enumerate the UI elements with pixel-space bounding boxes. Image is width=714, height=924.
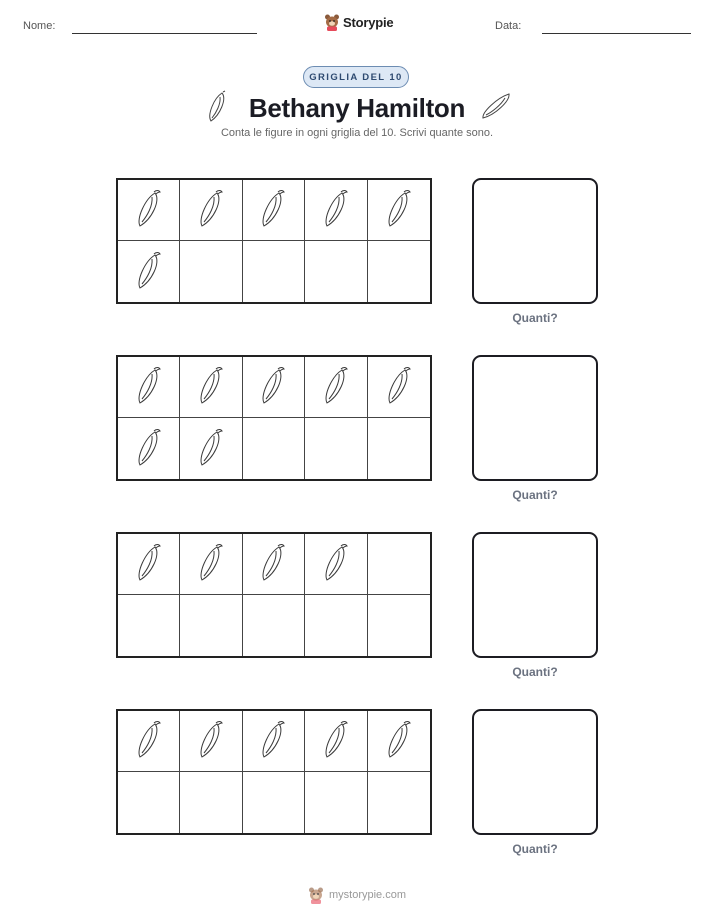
surfboard-icon	[384, 719, 414, 763]
frame-cell	[180, 418, 242, 479]
frame-cell	[305, 357, 367, 418]
page-title: Bethany Hamilton	[248, 93, 466, 123]
frame-cell	[180, 180, 242, 241]
frame-cell	[118, 241, 180, 302]
surfboard-icon	[321, 542, 351, 586]
frame-cell	[243, 180, 305, 241]
frame-cell	[118, 180, 180, 241]
answer-label-2: Quanti?	[512, 488, 558, 502]
surfboard-icon	[196, 542, 226, 586]
frame-cell	[368, 418, 430, 479]
name-field[interactable]	[72, 33, 257, 34]
frame-cell	[118, 357, 180, 418]
frame-cell	[305, 711, 367, 772]
surfboard-icon	[134, 542, 164, 586]
frame-cell	[243, 711, 305, 772]
surfboard-icon	[134, 365, 164, 409]
answer-box-3[interactable]	[472, 532, 598, 658]
frame-cell	[243, 595, 305, 656]
frame-cell	[243, 418, 305, 479]
surfboard-icon	[258, 188, 288, 232]
frame-cell	[243, 534, 305, 595]
worksheet-type-badge: GRIGLIA DEL 10	[303, 66, 409, 88]
surfboard-icon	[134, 250, 164, 294]
ten-frame-3	[116, 532, 432, 658]
surfboard-icon	[134, 188, 164, 232]
frame-cell	[180, 772, 242, 833]
frame-cell	[243, 241, 305, 302]
frame-cell	[368, 534, 430, 595]
date-label: Data:	[495, 20, 522, 32]
frame-cell	[305, 534, 367, 595]
ten-frame-4	[116, 709, 432, 835]
bear-mascot-icon	[308, 886, 324, 904]
frame-cell	[305, 180, 367, 241]
answer-box-4[interactable]	[472, 709, 598, 835]
surfboard-icon	[258, 719, 288, 763]
answer-label-1: Quanti?	[512, 311, 558, 325]
surfboard-icon	[479, 91, 513, 121]
answer-label-3: Quanti?	[512, 665, 558, 679]
surfboard-icon	[196, 188, 226, 232]
surfboard-icon	[258, 542, 288, 586]
name-label: Nome:	[23, 20, 56, 32]
frame-cell	[180, 711, 242, 772]
frame-cell	[305, 595, 367, 656]
frame-cell	[368, 357, 430, 418]
frame-cell	[243, 357, 305, 418]
date-field[interactable]	[542, 33, 691, 34]
surfboard-icon	[321, 365, 351, 409]
frame-cell	[180, 534, 242, 595]
frame-cell	[180, 241, 242, 302]
frame-cell	[305, 772, 367, 833]
brand-logo	[324, 12, 393, 32]
surfboard-icon	[258, 365, 288, 409]
frame-cell	[118, 772, 180, 833]
frame-cell	[118, 595, 180, 656]
frame-cell	[368, 711, 430, 772]
footer-url: mystorypie.com	[329, 889, 407, 901]
ten-frame-2	[116, 355, 432, 481]
bear-mascot-icon	[324, 13, 340, 31]
frame-cell	[118, 534, 180, 595]
frame-cell	[305, 241, 367, 302]
answer-box-2[interactable]	[472, 355, 598, 481]
frame-cell	[243, 772, 305, 833]
answer-label-4: Quanti?	[512, 842, 558, 856]
surfboard-icon	[196, 719, 226, 763]
surfboard-icon	[134, 427, 164, 471]
surfboard-icon	[196, 427, 226, 471]
surfboard-icon	[196, 365, 226, 409]
frame-cell	[368, 595, 430, 656]
ten-frame-1	[116, 178, 432, 304]
footer	[308, 886, 406, 904]
surfboard-icon	[321, 719, 351, 763]
surfboard-icon	[134, 719, 164, 763]
brand-name: Storypie	[343, 14, 394, 30]
frame-cell	[118, 418, 180, 479]
frame-cell	[368, 241, 430, 302]
frame-cell	[368, 772, 430, 833]
surfboard-icon	[384, 188, 414, 232]
frame-cell	[305, 418, 367, 479]
instructions: Conta le figure in ogni griglia del 10. Scrivi quante sono.	[220, 127, 494, 139]
answer-box-1[interactable]	[472, 178, 598, 304]
frame-cell	[180, 357, 242, 418]
surfboard-icon	[384, 365, 414, 409]
frame-cell	[180, 595, 242, 656]
frame-cell	[118, 711, 180, 772]
frame-cell	[368, 180, 430, 241]
surfboard-icon	[321, 188, 351, 232]
